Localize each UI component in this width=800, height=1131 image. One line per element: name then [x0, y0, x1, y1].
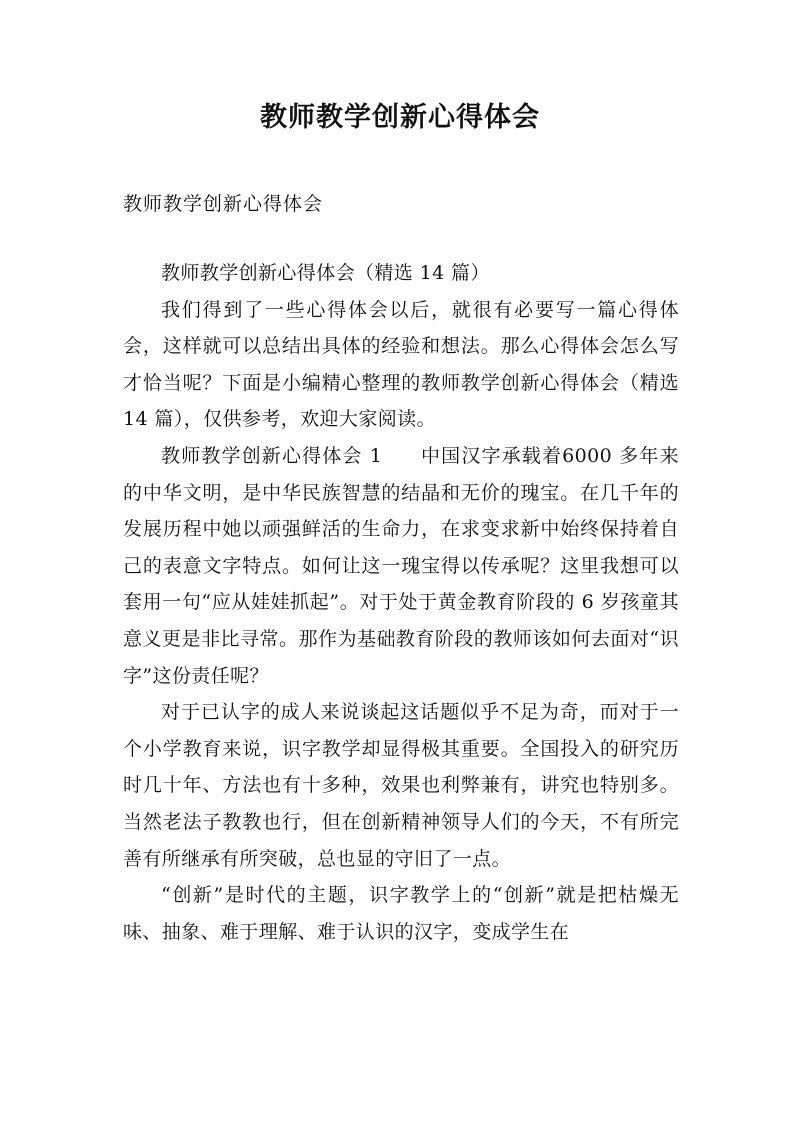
- section-heading: 教师教学创新心得体会（精选 14 篇）: [161, 262, 490, 284]
- document-body: [123, 255, 679, 950]
- section-1-text: 中国汉字承载着6000 多年来的中华文明，是中华民族智慧的结晶和无价的瑰宝。在几千年的发展历程中她以顽强鲜活的生命力，在求变求新中始终保持着自己的表意文字特点。如何让这一瑰宝得以传承呢？这里我想可以套用一句“应从娃娃抓起”。对于处于黄金教育阶段的 6 岁孩童其意义更是非比寻常。那作为基础教育阶段的教师该如何去面对“识字”这份责任呢？: [123, 444, 679, 687]
- paragraph-2: 对于已认字的成人来说谈起这话题似乎不足为奇，而对于一个小学教育来说，识字教学却显得极其重要。全国投入的研究历时几十年、方法也有十多种，效果也利弊兼有，讲究也特别多。当然老法子教教也行，但在创新精神领导人们的今天，不有所完善有所继承有所突破，总也显的守旧了一点。: [123, 701, 679, 870]
- section-1-label: 教师教学创新心得体会 1: [161, 444, 383, 467]
- document-title: 教师教学创新心得体会: [260, 102, 540, 133]
- section-1-paragraph: [123, 438, 679, 694]
- intro-paragraph: 我们得到了一些心得体会以后，就很有必要写一篇心得体会，这样就可以总结出具体的经验和想法。那么心得体会怎么写才恰当呢？下面是小编精心整理的教师教学创新心得体会（精选 14 篇），仅供参考，欢迎大家阅读。: [123, 298, 679, 431]
- paragraph-3: “创新”是时代的主题，识字教学上的“创新”就是把枯燥无味、抽象、难于理解、难于认识的汉字，变成学生在: [123, 884, 679, 943]
- document-subtitle: 教师教学创新心得体会: [123, 193, 324, 215]
